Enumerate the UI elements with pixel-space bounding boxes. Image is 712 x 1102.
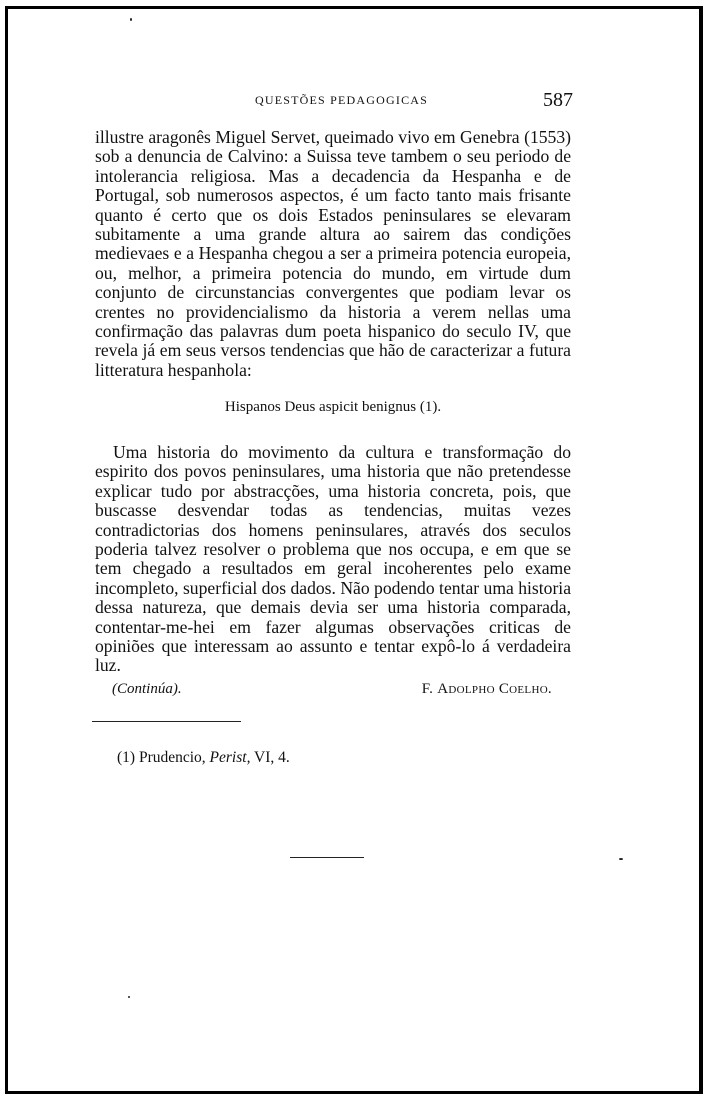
author-initial: F. bbox=[421, 681, 438, 697]
continua-note: (Continúa). bbox=[112, 681, 182, 697]
footnote-separator bbox=[92, 721, 241, 722]
footnote-work: Perist, bbox=[209, 749, 251, 766]
running-title: QUESTÕES PEDAGOGICAS bbox=[255, 93, 429, 107]
body-paragraph-1: illustre aragonês Miguel Servet, queimado vivo em Genebra (1553) sob a denuncia de Calvino: a Suissa teve tambem o seu periodo de intolerancia religiosa. Mas a decadencia da Hespanha e de Portugal, sob numerosos aspectos, é um facto tanto mais frisante quanto é certo que os dois Estados peninsulares se elevaram subitamente a uma grande altura ao sairem das condições medievaes e a Hespanha chegou a ser a primeira potencia europeia, ou, melhor, a primeira potencia do mundo, em virtude dum conjunto de circunstancias convergentes que podiam levar os crentes no providencialismo da historia a verem nellas uma confirmação das palavras dum poeta hispanico do seculo IV, que revela já em seus versos tendencias que hão de caracterizar a futura litteratura hespanhola: bbox=[95, 127, 571, 380]
latin-quote: Hispanos Deus aspicit benignus (1). bbox=[224, 399, 442, 415]
author-signature bbox=[422, 681, 552, 698]
scan-speck bbox=[619, 858, 623, 860]
scan-speck bbox=[130, 18, 132, 21]
end-rule bbox=[290, 857, 364, 858]
footnote-marker: (1) Prudencio, bbox=[117, 749, 210, 766]
page-header bbox=[95, 89, 573, 113]
page-number: 587 bbox=[543, 89, 573, 111]
body-paragraph-2: Uma historia do movimento da cultura e transformação do espirito dos povos peninsulares, uma historia que não pretendesse explicar tudo por abstracções, uma historia concreta, pois, que buscasse desvendar todas as tendencias, muitas vezes contradictorias dos homens peninsulares, através dos seculos poderia talvez resolver o problema que nos occupa, e em que se tem chegado a resultados em geral incoherentes pelo exame incompleto, superficial dos dados. Não podendo tentar uma historia dessa natureza, que demais devia ser uma historia comparada, contentar-me-hei em fazer algumas observações criticas de opiniões que interessam ao assunto e tentar expô-lo á verdadeira luz. bbox=[95, 442, 571, 676]
scan-speck bbox=[128, 996, 130, 998]
footnote bbox=[117, 749, 290, 767]
footnote-reference: VI, 4. bbox=[250, 749, 290, 766]
author-name: Adolpho Coelho. bbox=[437, 681, 552, 697]
